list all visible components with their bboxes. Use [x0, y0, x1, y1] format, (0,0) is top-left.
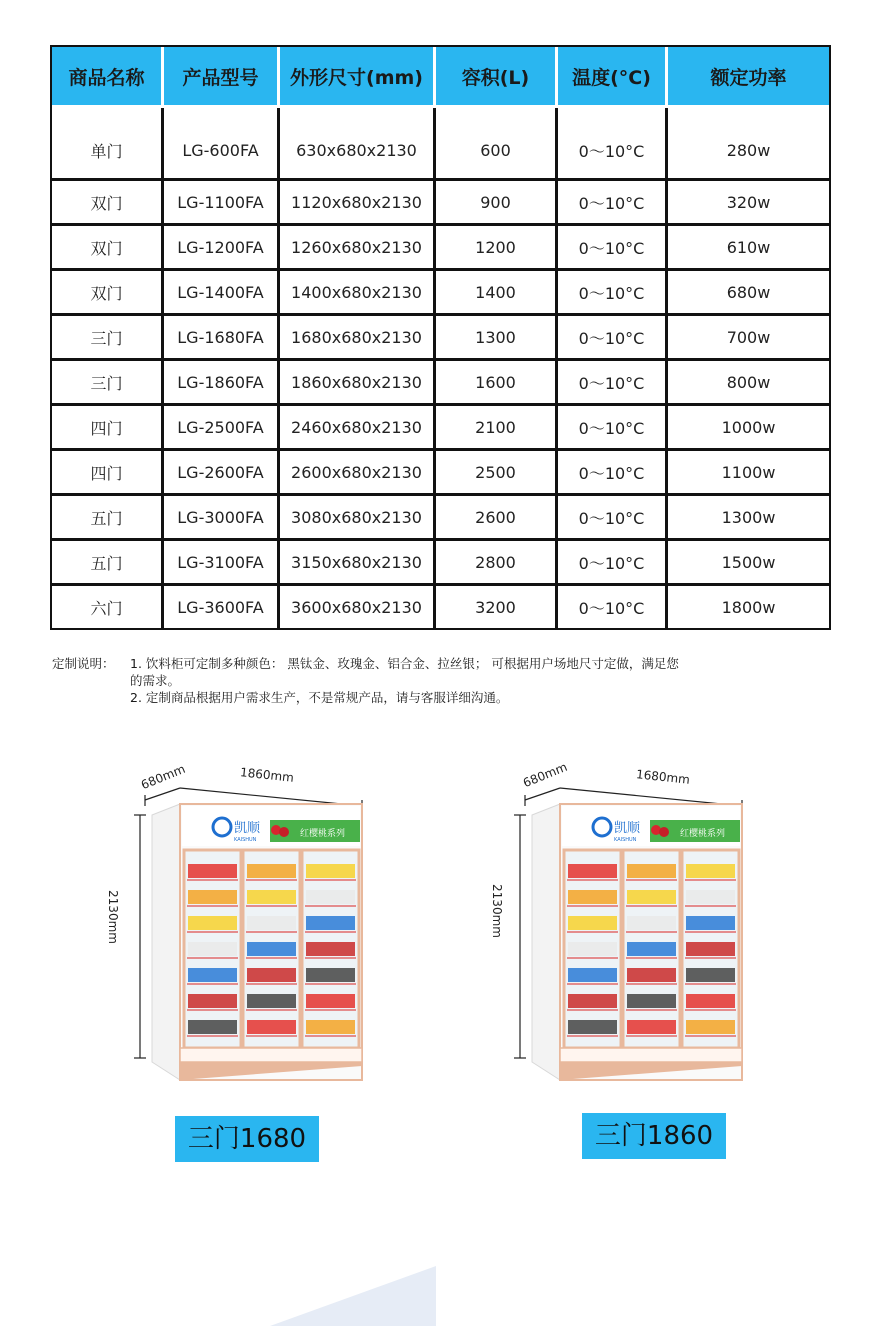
fridge-2-width-label: 1680mm: [635, 767, 691, 787]
cell-power: 320w: [668, 181, 829, 226]
shelf-products: [686, 994, 735, 1008]
shelf-products: [568, 1020, 617, 1034]
shelf-products: [686, 942, 735, 956]
shelf-products: [627, 890, 676, 904]
cherry-icon: [659, 827, 669, 837]
cell-volume: 3200: [436, 586, 558, 628]
shelf-products: [306, 1020, 355, 1034]
cell-volume: 1300: [436, 316, 558, 361]
header-product-name: 商品名称: [52, 47, 164, 108]
note-item-1-line-2: 的需求。: [130, 673, 181, 688]
cell-product-name: 五门: [52, 541, 164, 586]
shelf-products: [686, 968, 735, 982]
cell-product-name: 双门: [52, 226, 164, 271]
brand-name: 凯顺: [614, 821, 641, 836]
cell-model: LG-1680FA: [164, 316, 280, 361]
fridge-2-height-label: 2130mm: [489, 884, 504, 938]
notes-label: 定制说明：: [52, 656, 115, 671]
cell-dimensions: 1680x680x2130: [280, 316, 436, 361]
shelf-products: [247, 1020, 296, 1034]
fridge-figure-2: [380, 0, 820, 1200]
cell-volume: 600: [436, 108, 558, 181]
cell-temperature: 0～10°C: [558, 406, 668, 451]
cabinet-side: [532, 804, 560, 1080]
cell-volume: 900: [436, 181, 558, 226]
cell-temperature: 0～10°C: [558, 316, 668, 361]
note-item-1-line-1: 1. 饮料柜可定制多种颜色： 黑钛金、玫瑰金、铝合金、拉丝银； 可根据用户场地尺寸定做，满足您: [130, 656, 679, 671]
cell-dimensions: 1400x680x2130: [280, 271, 436, 316]
shelf-products: [627, 1020, 676, 1034]
cell-dimensions: 3600x680x2130: [280, 586, 436, 628]
shelf-products: [306, 968, 355, 982]
cell-product-name: 三门: [52, 361, 164, 406]
shelf-products: [188, 942, 237, 956]
shelf-products: [188, 968, 237, 982]
fridge-2-depth-label: 680mm: [521, 759, 570, 791]
cell-model: LG-1100FA: [164, 181, 280, 226]
shelf-products: [306, 994, 355, 1008]
cell-volume: 1400: [436, 271, 558, 316]
cabinet-base: [180, 1048, 362, 1062]
shelf-products: [188, 994, 237, 1008]
brand-name-en: KAISHUN: [614, 837, 637, 843]
shelf-products: [568, 994, 617, 1008]
fridge-2-illustration: [380, 0, 820, 1200]
cell-power: 1100w: [668, 451, 829, 496]
cell-volume: 2500: [436, 451, 558, 496]
shelf-products: [686, 890, 735, 904]
cell-product-name: 双门: [52, 181, 164, 226]
cell-power: 680w: [668, 271, 829, 316]
depth-dimension-line: [145, 788, 180, 800]
shelf-products: [247, 968, 296, 982]
shelf-products: [568, 968, 617, 982]
cell-model: LG-3100FA: [164, 541, 280, 586]
fridge-figure-1: [0, 0, 440, 1200]
cell-dimensions: 1860x680x2130: [280, 361, 436, 406]
header-volume: 容积(L): [436, 47, 558, 108]
cell-product-name: 五门: [52, 496, 164, 541]
fridge-1-depth-label: 680mm: [139, 761, 188, 793]
shelf-products: [568, 890, 617, 904]
cell-power: 1800w: [668, 586, 829, 628]
shelf-products: [627, 994, 676, 1008]
shelf-products: [686, 916, 735, 930]
shelf-products: [188, 916, 237, 930]
shelf-products: [247, 994, 296, 1008]
cell-model: LG-1200FA: [164, 226, 280, 271]
shelf-products: [247, 916, 296, 930]
shelf-products: [188, 1020, 237, 1034]
cell-model: LG-2500FA: [164, 406, 280, 451]
cell-power: 700w: [668, 316, 829, 361]
fridge-1-illustration: [0, 0, 440, 1200]
cell-model: LG-600FA: [164, 108, 280, 181]
cell-temperature: 0～10°C: [558, 226, 668, 271]
cell-product-name: 四门: [52, 406, 164, 451]
fridge-1-width-label: 1860mm: [239, 765, 295, 785]
cell-dimensions: 630x680x2130: [280, 108, 436, 181]
cell-model: LG-3600FA: [164, 586, 280, 628]
cell-model: LG-1860FA: [164, 361, 280, 406]
cabinet-side: [152, 804, 180, 1080]
shelf-products: [188, 864, 237, 878]
cell-temperature: 0～10°C: [558, 108, 668, 181]
cell-product-name: 六门: [52, 586, 164, 628]
shelf-products: [306, 942, 355, 956]
shelf-products: [686, 864, 735, 878]
shelf-products: [247, 890, 296, 904]
cell-power: 1000w: [668, 406, 829, 451]
cell-temperature: 0～10°C: [558, 181, 668, 226]
brand-name-en: KAISHUN: [234, 837, 257, 843]
cell-product-name: 三门: [52, 316, 164, 361]
shelf-products: [627, 864, 676, 878]
shelf-products: [627, 942, 676, 956]
shelf-products: [306, 890, 355, 904]
shelf-products: [627, 916, 676, 930]
cell-temperature: 0～10°C: [558, 451, 668, 496]
cell-dimensions: 1260x680x2130: [280, 226, 436, 271]
shelf-products: [568, 864, 617, 878]
cell-model: LG-3000FA: [164, 496, 280, 541]
cell-volume: 2600: [436, 496, 558, 541]
header-temperature: 温度(°C): [558, 47, 668, 108]
shelf-products: [306, 916, 355, 930]
cell-power: 610w: [668, 226, 829, 271]
cell-model: LG-2600FA: [164, 451, 280, 496]
shelf-products: [686, 1020, 735, 1034]
series-name: 红樱桃系列: [300, 829, 346, 839]
cell-dimensions: 3080x680x2130: [280, 496, 436, 541]
brand-name: 凯顺: [234, 821, 261, 836]
shelf-products: [247, 864, 296, 878]
cell-temperature: 0～10°C: [558, 361, 668, 406]
note-item-2: 2. 定制商品根据用户需求生产，不是常规产品，请与客服详细沟通。: [130, 690, 509, 705]
header-power: 额定功率: [668, 47, 829, 108]
fridge-1-caption: 三门1680: [175, 1116, 319, 1162]
fridge-2-caption: 三门1860: [582, 1113, 726, 1159]
fridge-1-height-label: 2130mm: [105, 890, 120, 944]
header-model: 产品型号: [164, 47, 280, 108]
header-dimensions: 外形尺寸(mm): [280, 47, 436, 108]
cell-dimensions: 1120x680x2130: [280, 181, 436, 226]
cabinet-base: [560, 1048, 742, 1062]
shelf-products: [568, 942, 617, 956]
cell-temperature: 0～10°C: [558, 271, 668, 316]
cell-volume: 1200: [436, 226, 558, 271]
shelf-products: [306, 864, 355, 878]
shelf-products: [568, 916, 617, 930]
cell-temperature: 0～10°C: [558, 496, 668, 541]
cell-volume: 2800: [436, 541, 558, 586]
cell-product-name: 单门: [52, 108, 164, 181]
shelf-products: [188, 890, 237, 904]
series-name: 红樱桃系列: [680, 829, 726, 839]
cell-temperature: 0～10°C: [558, 541, 668, 586]
depth-dimension-line: [525, 788, 560, 800]
cell-dimensions: 3150x680x2130: [280, 541, 436, 586]
cell-volume: 1600: [436, 361, 558, 406]
cell-power: 800w: [668, 361, 829, 406]
cell-power: 280w: [668, 108, 829, 181]
shelf-products: [247, 942, 296, 956]
shelf-products: [627, 968, 676, 982]
cell-model: LG-1400FA: [164, 271, 280, 316]
cell-product-name: 四门: [52, 451, 164, 496]
cell-power: 1500w: [668, 541, 829, 586]
cell-dimensions: 2600x680x2130: [280, 451, 436, 496]
cell-product-name: 双门: [52, 271, 164, 316]
cell-dimensions: 2460x680x2130: [280, 406, 436, 451]
cell-temperature: 0～10°C: [558, 586, 668, 628]
cherry-icon: [279, 827, 289, 837]
cell-volume: 2100: [436, 406, 558, 451]
cell-power: 1300w: [668, 496, 829, 541]
